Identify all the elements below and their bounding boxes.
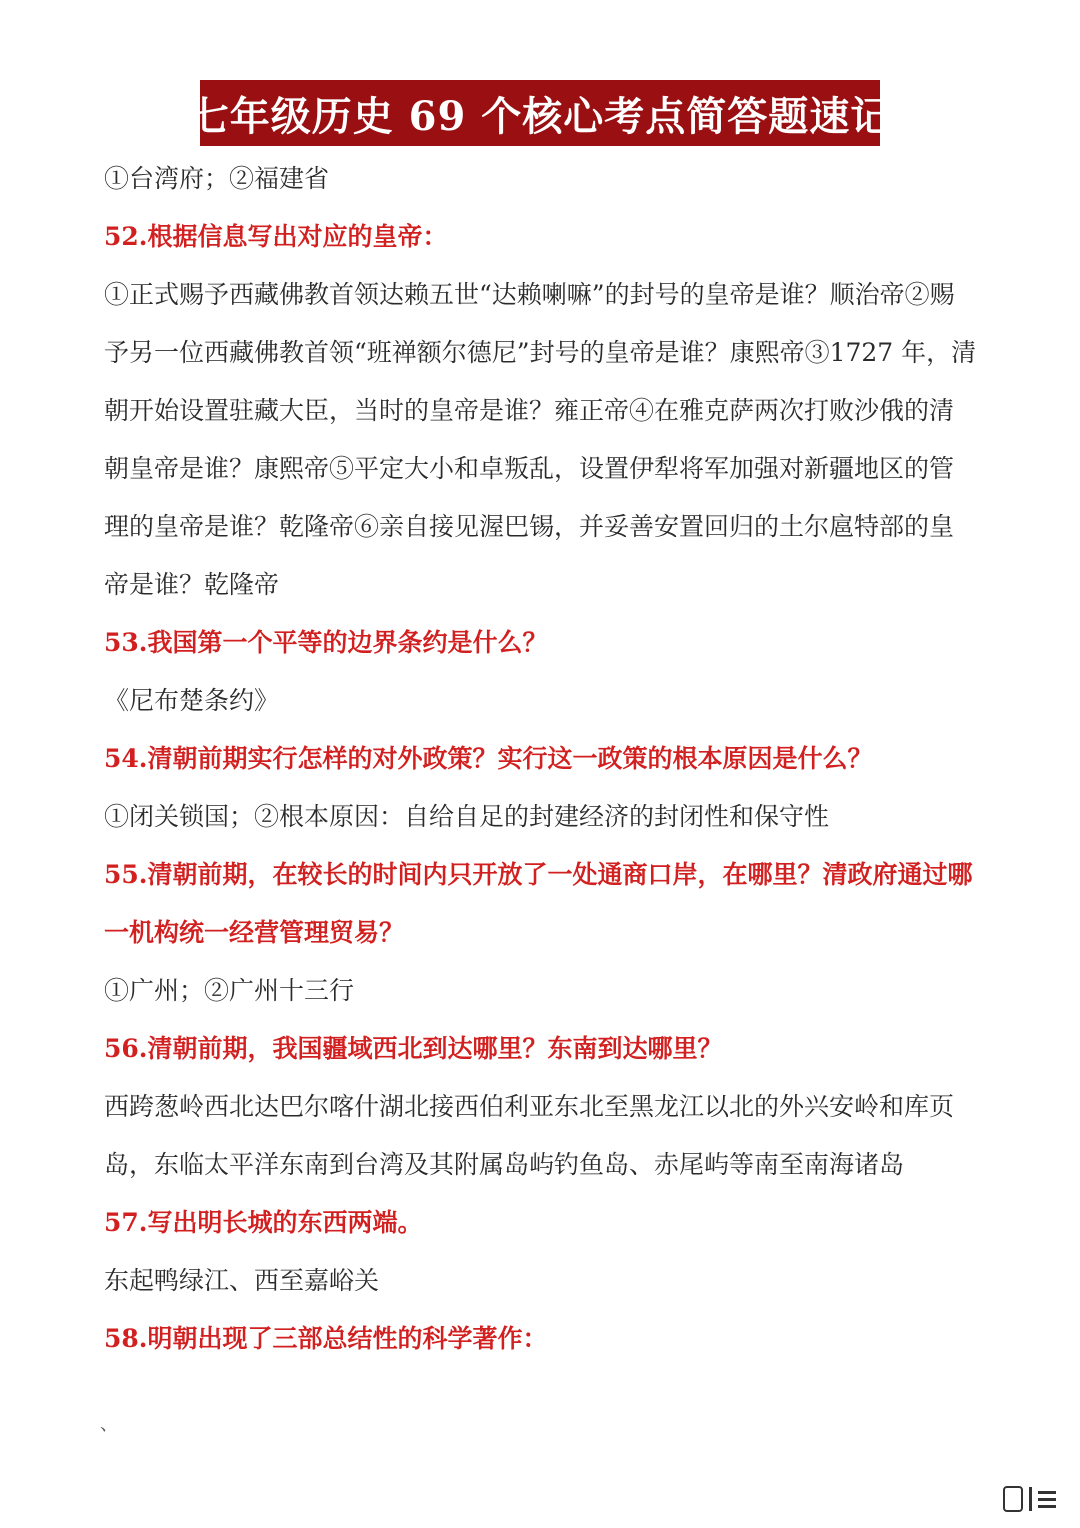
question-line: 一机构统一经营管理贸易？: [104, 918, 405, 947]
answer-line: 东起鸭绿江、西至嘉峪关: [104, 1266, 380, 1295]
question-line: 57.写出明长城的东西两端。: [104, 1208, 423, 1237]
menu-lines-icon: [1038, 1491, 1056, 1508]
answer-line: ①闭关锁国；②根本原因：自给自足的封建经济的封闭性和保守性: [104, 802, 830, 831]
answer-line: 岛，东临太平洋东南到台湾及其附属岛屿钓鱼岛、赤尾屿等南至南海诸岛: [104, 1150, 905, 1179]
answer-line: 朝皇帝是谁？康熙帝⑤平定大小和卓叛乱，设置伊犁将军加强对新疆地区的管: [104, 454, 955, 483]
answer-line: ①正式赐予西藏佛教首领达赖五世“达赖喇嘛”的封号的皇帝是谁？顺治帝②赐: [104, 280, 955, 309]
question-line: 56.清朝前期，我国疆域西北到达哪里？东南到达哪里？: [104, 1034, 723, 1063]
answer-line: 帝是谁？乾隆帝: [104, 570, 280, 599]
page-box-icon: [1003, 1486, 1023, 1512]
question-line: 58.明朝出现了三部总结性的科学著作：: [104, 1324, 548, 1353]
question-line: 52.根据信息写出对应的皇帝：: [104, 222, 448, 251]
answer-line: 予另一位西藏佛教首领“班禅额尔德尼”封号的皇帝是谁？康熙帝③1727 年，清: [104, 338, 977, 367]
answer-line: 朝开始设置驻藏大臣，当时的皇帝是谁？雍正帝④在雅克萨两次打败沙俄的清: [104, 396, 955, 425]
answer-line: ①台湾府；②福建省: [104, 164, 330, 193]
question-line: 53.我国第一个平等的边界条约是什么？: [104, 628, 548, 657]
question-line: 55.清朝前期，在较长的时间内只开放了一处通商口岸，在哪里？清政府通过哪: [104, 860, 973, 889]
qa-content: [104, 150, 984, 1368]
page-title: 七年级历史 69 个核心考点简答题速记: [188, 92, 892, 140]
answer-line: 西跨葱岭西北达巴尔喀什湖北接西伯利亚东北至黑龙江以北的外兴安岭和库页: [104, 1092, 955, 1121]
title-banner: [188, 80, 892, 146]
answer-line: 《尼布楚条约》: [104, 686, 280, 715]
answer-line: 理的皇帝是谁？乾隆帝⑥亲自接见渥巴锡，并妥善安置回归的土尔扈特部的皇: [104, 512, 955, 541]
page-indicator-icon[interactable]: [1003, 1486, 1056, 1512]
tick-mark: 、: [100, 1414, 118, 1435]
answer-line: ①广州；②广州十三行: [104, 976, 355, 1005]
question-line: 54.清朝前期实行怎样的对外政策？实行这一政策的根本原因是什么？: [104, 744, 873, 773]
page-bar-icon: [1029, 1487, 1032, 1511]
